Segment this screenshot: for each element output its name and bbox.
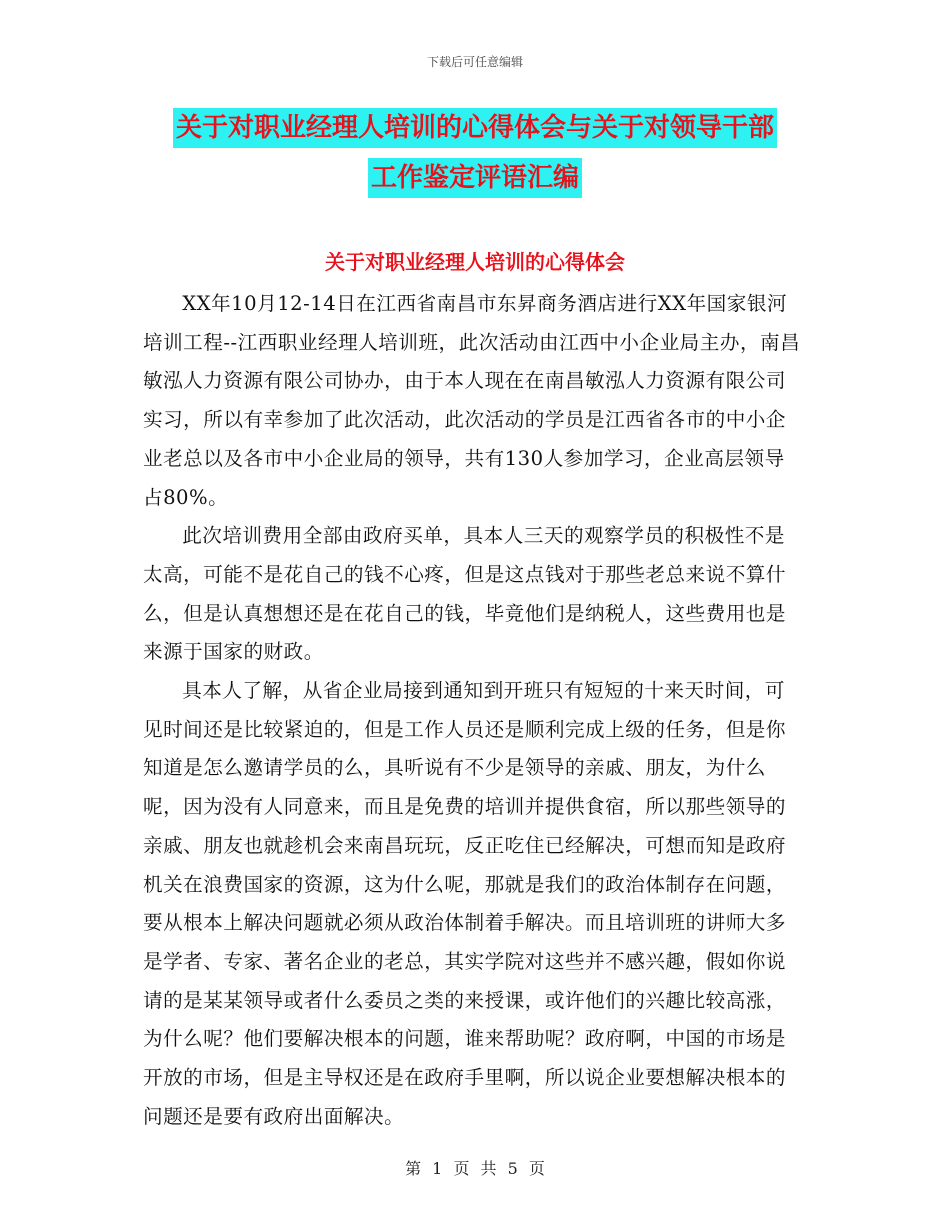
paragraph-2: 此次培训费用全部由政府买单，具本人三天的观察学员的积极性不是太高，可能不是花自己的钱不心疼，但是这点钱对于那些老总来说不算什么，但是认真想想还是在花自己的钱，毕竟他们是纳税人，这些费用也是来源于国家的财政。 [143,524,786,664]
document-title-line-2: 工作鉴定评语汇编 [368,158,582,198]
paragraph-3: 具本人了解，从省企业局接到通知到开班只有短短的十来天时间，可见时间还是比较紧迫的，但是工作人员还是顺利完成上级的任务，但是你知道是怎么邀请学员的么，具听说有不少是领导的亲戚、朋友，为什么呢，因为没有人同意来，而且是免费的培训并提供食宿，所以那些领导的亲戚、朋友也就趁机会来南昌玩玩，反正吃住已经解决，可想而知是政府机关在浪费国家的资源，这为什么呢，那就是我们的政治体制存在问题，要从根本上解决问题就必须从政治体制着手解决。而且培训班的讲师大多是学者、专家、著名企业的老总，其实学院对这些并不感兴趣，假如你说请的是某某领导或者什么委员之类的来授课，或许他们的兴趣比较高涨，为什么呢？他们要解决根本的问题，谁来帮助呢？政府啊，中国的市场是开放的市场，但是主导权还是在政府手里啊，所以说企业要想解决根本的问题还是要有政府出面解决。 [143,679,786,1128]
section-title: 关于对职业经理人培训的心得体会 [325,250,625,274]
page-header-note: 下载后可任意编辑 [426,55,523,69]
paragraph-1: XX年10月12-14日在江西省南昌市东昇商务酒店进行XX年国家银河培训工程--江西职业经理人培训班，此次活动由江西中小企业局主办，南昌敏泓人力资源有限公司协办，由于本人现在在南昌敏泓人力资源有限公司实习，所以有幸参加了此次活动，此次活动的学员是江西省各市的中小企业老总以及各市中小企业局的领导，共有130人参加学习，企业高层领导占80%。 [143,292,801,509]
document-title [0,108,950,198]
document-title-line-1: 关于对职业经理人培训的心得体会与关于对领导干部 [173,108,777,148]
document-body [143,285,803,1136]
page-number: 第 1 页 共 5 页 [405,1159,545,1178]
